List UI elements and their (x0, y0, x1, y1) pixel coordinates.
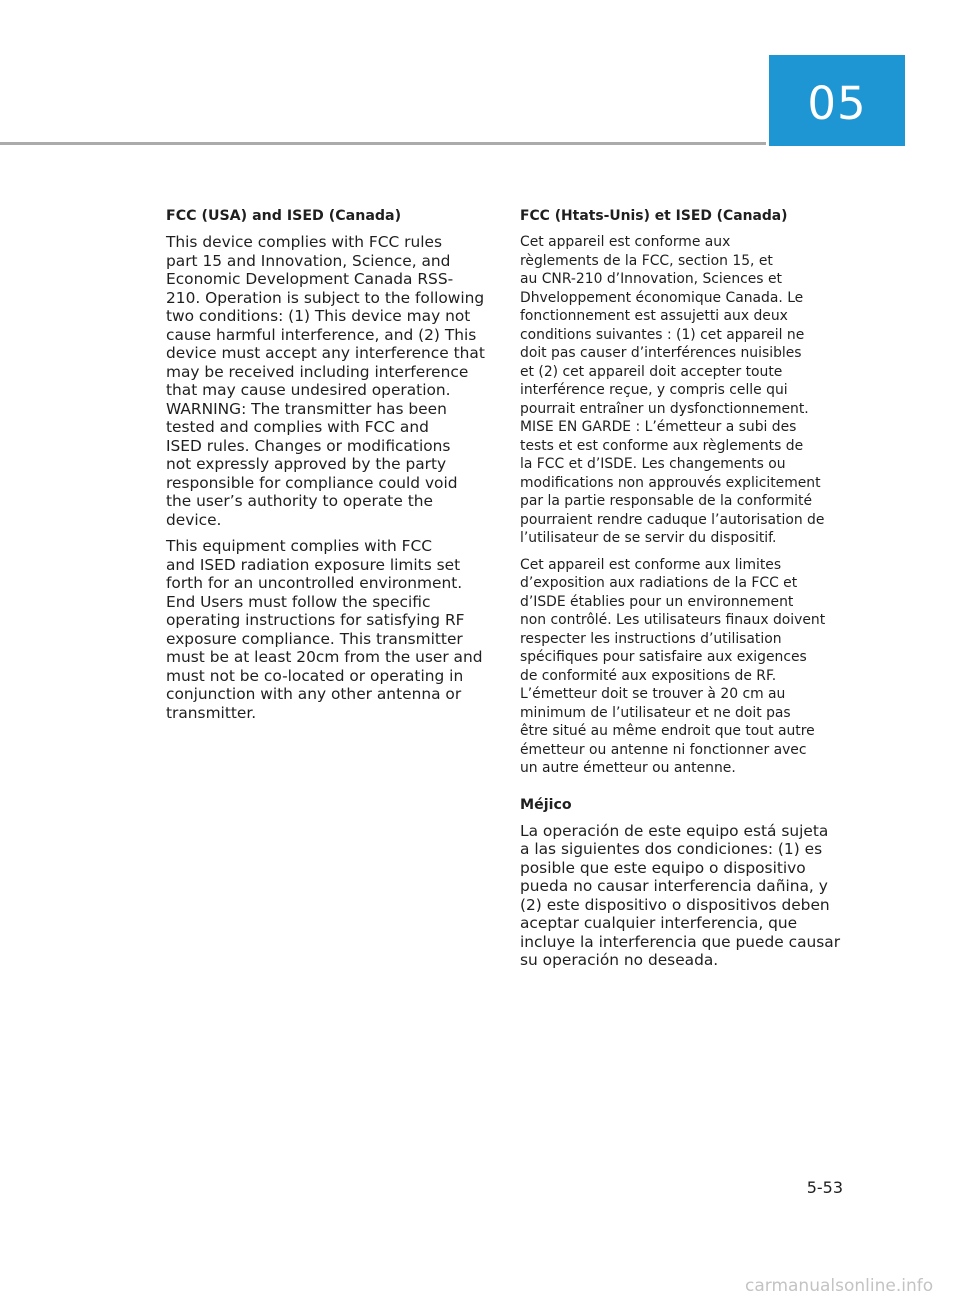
french-rf-exposure-paragraph: Cet appareil est conforme aux limites d’exposition aux radiations de la FCC et d’ISDE établies pour un environnement non contrôlé. Les utilisateurs finaux doivent respecter les instructions d’utilisation spécifiques pour satisfaire aux exigences de conformité aux expositions de RF. L’émetteur doit se trouver à 20 cm au minimum de l’utilisateur et ne doit pas être situé au même endroit que tout autre émetteur ou antenne ni fonctionner avec un autre émetteur ou antenne. (520, 556, 826, 776)
mexico-paragraph: La operación de este equipo está sujeta a las siguientes dos condiciones: (1) es posible que este equipo o dispositivo pueda no causar interferencia dañina, y (2) este dispositivo o dispositivos deben aceptar cualquier interferencia, que incluye la interferencia que puede causar su operación no deseada. (520, 821, 841, 969)
french-fcc-heading: FCC (Htats-Unis) et ISED (Canada) (520, 208, 788, 224)
french-compliance-paragraph: Cet appareil est conforme aux règlements de la FCC, section 15, et au CNR-210 d’Innovation, Sciences et Dhveloppement économique Canada. Le fonctionnement est assujetti aux deux conditions suivantes : (1) cet appareil ne doit pas causer d’interférences nuisibles et (2) cet appareil doit accepter toute interférence reçue, y compris celle qui pourrait entraîner un dysfonctionnement. MISE EN GARDE : L’émetteur a subi des tests et est conforme aux règlements de la FCC et d’ISDE. Les changements ou modifications non approuvés explicitement par la partie responsable de la conformité pourraient rendre caduque l’autorisation de l’utilisateur de se servir du dispositif. (520, 234, 825, 546)
page-number: 5-53 (806, 1178, 843, 1197)
chapter-tab (769, 55, 905, 146)
rf-exposure-paragraph: This equipment complies with FCC and ISED radiation exposure limits set forth for an uncontrolled environment. End Users must follow the specific operating instructions for satisfying RF exposure compliance. This transmitter must be at least 20cm from the user and must not be co-located or operating in conjunction with any other antenna or transmitter. (166, 537, 483, 722)
watermark-text: carmanualsonline.info (745, 1276, 934, 1296)
left-column (166, 207, 486, 730)
fcc-compliance-paragraph: This device complies with FCC rules part 15 and Innovation, Science, and Economic Development Canada RSS- 210. Operation is subject to the following two conditions: (1) This device may not cause harmful interference, and (2) This device must accept any interference that may be received including interference that may cause undesired operation. WARNING: The transmitter has been tested and complies with FCC and ISED rules. Changes or modifications not expressly approved by the party responsible for compliance could void the user’s authority to operate the device. (166, 233, 485, 529)
right-column (520, 207, 842, 978)
fcc-ised-heading: FCC (USA) and ISED (Canada) (166, 208, 402, 224)
mexico-heading: Méjico (520, 796, 572, 813)
chapter-number: 05 (807, 77, 867, 130)
header-rule (0, 142, 766, 145)
